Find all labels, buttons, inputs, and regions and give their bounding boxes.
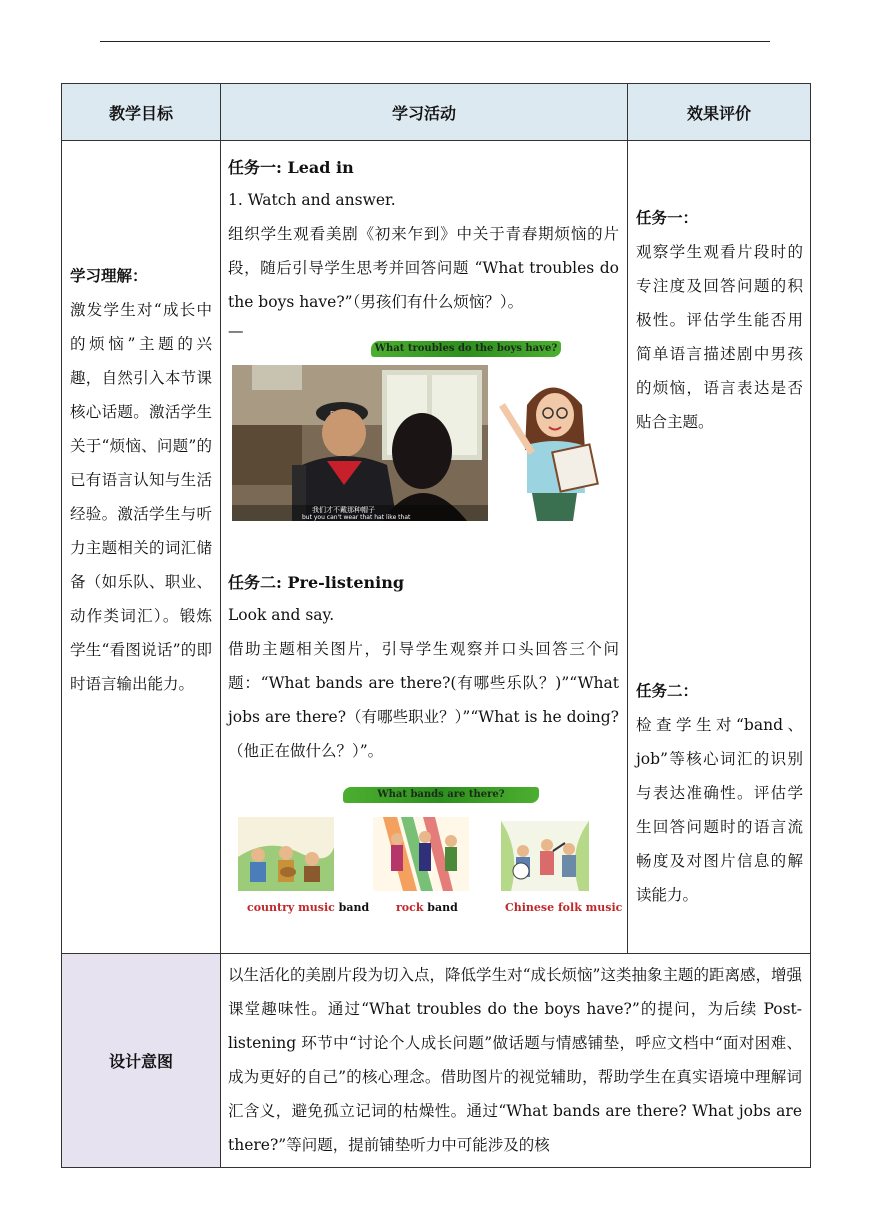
header-evaluation: 效果评价 [628,84,811,141]
eval-task2-title: 任务二： [636,681,699,700]
rock-band-image [373,817,469,891]
teacher-cartoon [497,375,607,523]
header-rule [100,41,770,42]
subtitle-line-1: 我们才不戴那种帽子 [312,506,375,514]
content-row [62,141,811,954]
design-text: 以生活化的美剧片段为切入点，降低学生对“成长烦恼”这类抽象主题的距离感，增强课堂趣味性。通过“What troubles do the boys have?”的提问，为后续 Post-listening 环节中“讨论个人成长问题”做话题与情感铺垫，呼应文档中“面对困难、成为更好的自己”的核心理念。借助图片的视觉辅助，帮助学生在真实语境中理解词汇含义，避免孤立记词的枯燥性。通过“What bands are there? What jobs are there?”等问题，提前铺垫听力中可能涉及的核 [228,966,802,1154]
tv-show-scene [232,365,488,521]
tv-show-still-image [232,365,488,521]
subtitle-line-2: but you can't wear that hat like that [302,514,411,521]
header-activities: 学习活动 [221,84,628,141]
design-title: 设计意图 [108,1052,173,1071]
task1-dash: — [228,322,244,340]
eval-task2-text: 检查学生对“band、job”等核心词汇的识别与表达准确性。评估学生回答问题时的语言流畅度及对图片信息的解读能力。 [636,716,803,904]
caption-chinese-folk-music: Chinese folk music [505,901,623,914]
objective-text: 激发学生对“成长中的烦恼”主题的兴趣，自然引入本节课核心话题。激活学生关于“烦恼、问题”的已有语言认知与生活经验。激活学生与听力主题相关的词汇储备（如乐队、职业、动作类词汇）。锻炼学生“看图说话”的即时语言输出能力。 [70,301,212,693]
task2-description: 借助主题相关图片，引导学生观察并口头回答三个问题：“What bands are there?(有哪些乐队？)”“What jobs are there?（有哪些职业？）”“What is he doing?（他正在做什么？）”。 [228,640,619,760]
activities-cell [221,141,628,954]
lesson-plan-table [61,83,811,1168]
header-objective: 教学目标 [62,84,221,141]
table-header-row [62,84,811,141]
bands-banner: What bands are there? [343,787,539,803]
caption-rock-band: rock band [396,901,458,914]
task2-step: Look and say. [228,606,335,624]
design-row [62,954,811,1168]
design-text-cell [221,954,811,1168]
task1-step: 1. Watch and answer. [228,191,396,209]
eval-task1-text: 观察学生观看片段时的专注度及回答问题的积极性。评估学生能否用简单语言描述剧中男孩的烦恼，语言表达是否贴合主题。 [636,243,803,431]
caption-country-music-band: country music band [247,901,370,914]
eval-task1-title: 任务一： [636,208,699,227]
design-title-cell [62,954,221,1168]
objective-heading: 学习理解： [70,266,148,285]
objective-cell [62,141,221,954]
troubles-banner: What troubles do the boys have? [371,341,561,357]
evaluation-cell [628,141,811,954]
country-music-band-image [238,817,334,891]
teacher-illustration [497,375,607,523]
task1-description: 组织学生观看美剧《初来乍到》中关于青春期烦恼的片段，随后引导学生思考并回答问题 “What troubles do the boys have?”（男孩们有什么烦恼？）。 [228,225,619,311]
task2-title: 任务二: Pre-listening [228,573,405,592]
task1-title: 任务一: Lead in [228,158,354,177]
chinese-folk-music-image [501,821,589,891]
